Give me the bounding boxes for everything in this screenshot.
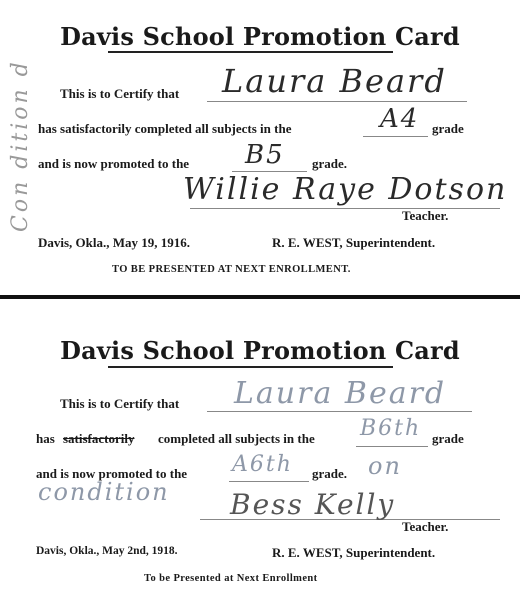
- place-date: Davis, Okla., May 19, 1916.: [38, 235, 191, 250]
- name-fill-line: [207, 100, 467, 102]
- margin-note-conditioned: Con dition d: [8, 59, 33, 232]
- student-name: Laura Beard: [222, 62, 447, 100]
- title-underline: [108, 51, 393, 53]
- certify-label: This is to Certify that: [60, 86, 180, 101]
- grade-word: grade.: [312, 156, 348, 171]
- grade-word: grade: [432, 431, 464, 446]
- has-label: has: [36, 431, 55, 446]
- note-condition: condition: [38, 478, 170, 506]
- struck-word-satisfactorily: satisfactorily: [63, 431, 135, 446]
- superintendent: R. E. WEST, Superintendent.: [272, 545, 436, 560]
- promotion-card-1918: [0, 300, 520, 603]
- grade-to: B5: [245, 140, 285, 170]
- completed-label: completed all subjects in the: [158, 431, 315, 446]
- grade-from: A4: [380, 104, 420, 134]
- promotion-card-1916: [0, 0, 520, 296]
- card-title: Davis School Promotion Card: [60, 22, 460, 51]
- enrollment-footer: TO BE PRESENTED AT NEXT ENROLLMENT.: [112, 264, 351, 275]
- grade-from-fill-line: [363, 135, 428, 137]
- note-on: on: [368, 452, 402, 480]
- teacher-fill-line: [190, 207, 500, 209]
- completed-label: has satisfactorily completed all subjects in the: [38, 121, 292, 136]
- place-date: Davis, Okla., May 2nd, 1918.: [36, 545, 178, 557]
- certify-label: This is to Certify that: [60, 396, 180, 411]
- student-name: Laura Beard: [234, 376, 447, 411]
- teacher-label: Teacher.: [402, 208, 449, 223]
- enrollment-footer: To be Presented at Next Enrollment: [144, 573, 318, 584]
- grade-from-fill-line: [356, 445, 428, 447]
- card-title: Davis School Promotion Card: [60, 336, 460, 365]
- grade-word: grade: [432, 121, 464, 136]
- grade-to: A6th: [232, 452, 293, 477]
- title-underline: [108, 366, 393, 368]
- superintendent: R. E. WEST, Superintendent.: [272, 235, 436, 250]
- grade-to-fill-line: [229, 480, 309, 482]
- teacher-label: Teacher.: [402, 519, 449, 534]
- grade-word: grade.: [312, 466, 348, 481]
- promoted-label: and is now promoted to the: [38, 156, 190, 171]
- teacher-signature: Bess Kelly: [230, 488, 396, 521]
- card-divider: [0, 295, 520, 299]
- promoted-label: and is now promoted to the: [36, 466, 188, 481]
- teacher-signature: Willie Raye Dotson: [183, 172, 508, 207]
- grade-from: B6th: [360, 416, 422, 441]
